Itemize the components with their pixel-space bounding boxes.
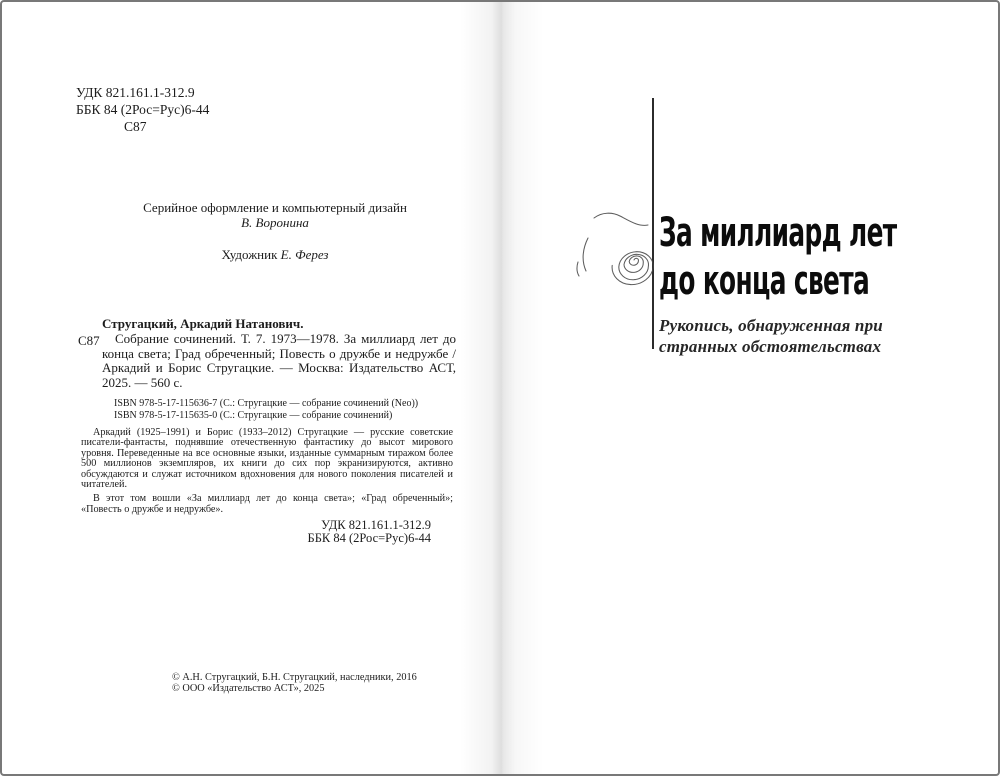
bbk-line: ББК 84 (2Рос=Рус)6-44 xyxy=(76,102,210,117)
isbn-line: ISBN 978-5-17-115635-0 (С.: Стругацкие — собрание сочинений) xyxy=(114,409,393,421)
book-subtitle xyxy=(659,316,883,357)
catalog-author-heading: Стругацкий, Аркадий Натанович. xyxy=(102,316,304,331)
spiral-sketch-icon xyxy=(576,210,656,300)
annotation-block xyxy=(81,428,453,515)
book-title-line: до конца света xyxy=(659,258,870,304)
catalog-entry: Собрание сочинений. Т. 7. 1973—1978. За миллиард лет до конца света; Град обреченный; Повесть о дружбе и недружбе / Аркадий и Борис Стругацкие. — Москва: Издательство АСТ, 2025. — 560 с. xyxy=(102,331,456,390)
isbn-block xyxy=(114,398,418,421)
udk-line: УДК 821.161.1-312.9 xyxy=(321,518,431,532)
artist-name: Е. Ферез xyxy=(280,247,329,262)
udk-line: УДК 821.161.1-312.9 xyxy=(76,85,195,100)
credits-block xyxy=(75,200,475,230)
copyright-line: © А.Н. Стругацкий, Б.Н. Стругацкий, наследники, 2016 xyxy=(172,672,417,683)
artist-label: Художник xyxy=(221,247,278,262)
book-subtitle-line: Рукопись, обнаруженная при xyxy=(659,316,883,335)
classification-block-top xyxy=(76,84,209,135)
artist-credit xyxy=(75,247,475,263)
author-code: С87 xyxy=(124,119,147,134)
classification-block-bottom xyxy=(231,519,431,545)
page-gutter xyxy=(460,2,544,776)
copyright-block xyxy=(172,673,417,695)
isbn-line: ISBN 978-5-17-115636-7 (С.: Стругацкие — собрание сочинений (Neo)) xyxy=(114,398,419,409)
series-design-credit: Серийное оформление и компьютерный дизайн xyxy=(143,200,407,215)
catalog-code: С87 xyxy=(78,333,100,348)
bbk-line: ББК 84 (2Рос=Рус)6-44 xyxy=(307,530,431,545)
copyright-line: © ООО «Издательство АСТ», 2025 xyxy=(172,682,325,694)
book-subtitle-line: странных обстоятельствах xyxy=(659,336,882,356)
annotation-paragraph: В этот том вошли «За миллиард лет до конца света»; «Град обреченный»; «Повесть о дружбе и недружбе». xyxy=(81,493,453,515)
annotation-paragraph: Аркадий (1925–1991) и Борис (1933–2012) Стругацкие — русские советские писатели-фантасты, поднявшие отечественную фантастику до высот мирового уровня. Переведенные на все основные языки, изданные суммарным тиражом более 500 миллионов экземпляров, их книги до сих пор экранизируются, активно обсуждаются и служат источником вдохновения для нового поколения писателей и читателей. xyxy=(81,427,453,491)
book-title-line: За миллиард лет xyxy=(659,210,897,256)
designer-name: В. Воронина xyxy=(241,215,309,230)
book-title xyxy=(659,209,897,305)
